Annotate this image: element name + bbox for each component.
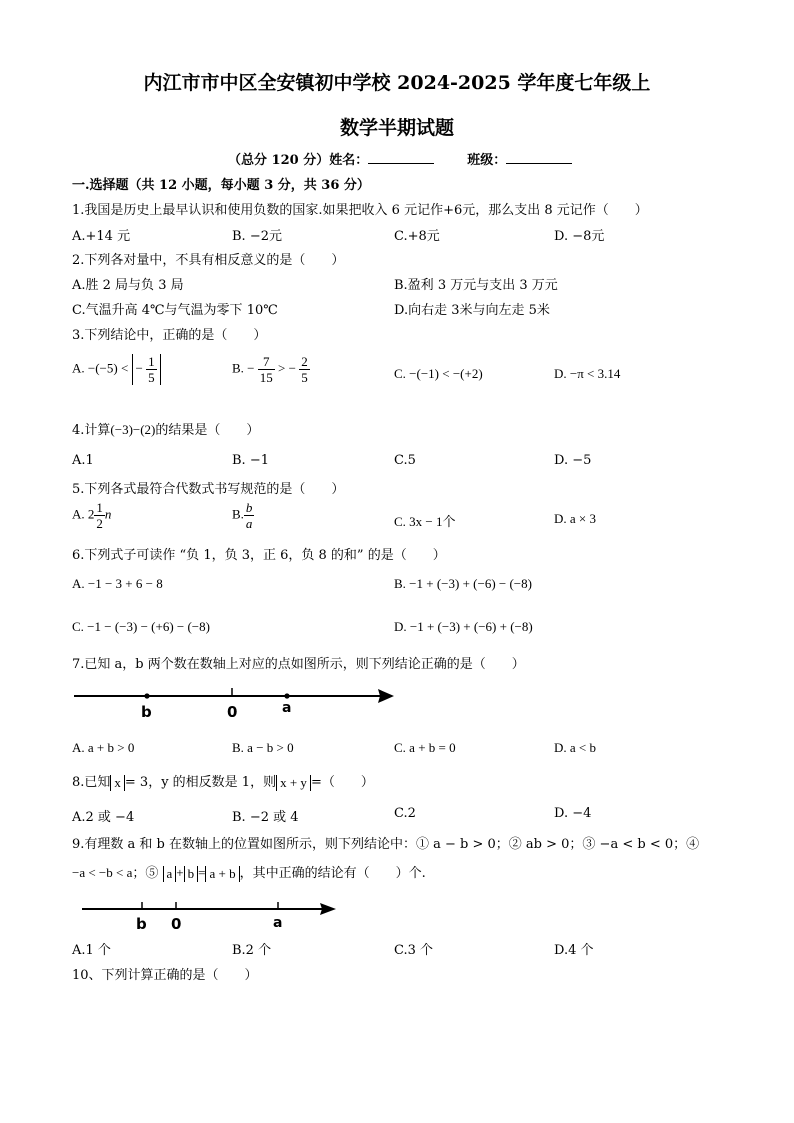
name-blank[interactable] — [368, 151, 434, 164]
q3-b-sign: − — [247, 360, 255, 376]
q9-number-line — [78, 898, 344, 934]
label-b: b — [136, 915, 147, 933]
label-0: 0 — [171, 915, 182, 933]
point-a — [284, 693, 289, 698]
number-line-arrow-icon — [378, 689, 394, 703]
q4-stem-suffix: 的结果是（ ） — [155, 423, 260, 438]
q6-option-a: A. −1 − 3 + 6 − 8 — [72, 576, 163, 591]
q1-stem: 1.我国是历史上最早认识和使用负数的国家.如果把收入 6 元记作+6元，那么支出 8 元记作（ ） — [72, 203, 648, 218]
q9-plus: + — [176, 865, 184, 880]
q3-option-a — [72, 354, 161, 385]
q4-expression: (−3)−(2) — [110, 422, 156, 437]
exam-title-line1: 内江市市中区全安镇初中学校 2024-2025 学年度七年级上 — [143, 72, 651, 94]
q7-option-a: A. a + b > 0 — [72, 740, 135, 755]
q3-option-b — [232, 354, 310, 385]
q8-abs-x: x — [110, 775, 125, 791]
q3-a-denominator: 5 — [148, 370, 155, 385]
q9-option-b: B.2 个 — [232, 943, 272, 958]
q3-b-den1: 15 — [259, 370, 273, 385]
q7-option-c: C. a + b = 0 — [394, 740, 456, 755]
q6-option-d: D. −1 + (−3) + (−6) + (−8) — [394, 619, 533, 634]
q5-b-fraction — [244, 500, 255, 531]
q9-abs-a-plus-b: a + b — [205, 866, 239, 882]
exam-title-line2: 数学半期试题 — [339, 117, 454, 139]
total-score-name-label: （总分 120 分）姓名： — [228, 153, 369, 168]
q6-option-b: B. −1 + (−3) + (−6) − (−8) — [394, 576, 532, 591]
q9-option-d: D.4 个 — [554, 943, 594, 958]
q3-b-den2: 5 — [301, 370, 308, 385]
q7-option-d: D. a < b — [554, 740, 596, 755]
q8-stem-prefix: 8.已知 — [72, 775, 111, 790]
label-a: a — [273, 915, 283, 931]
q9-stem-line2 — [72, 862, 426, 882]
label-a: a — [282, 700, 292, 716]
q3-b-fraction2 — [299, 354, 310, 385]
q3-b-num2: 2 — [301, 354, 308, 369]
q8-abs-xy: x + y — [276, 775, 311, 791]
q8-option-c: C.2 — [394, 806, 416, 821]
q2-option-d: D.向右走 3米与向左走 5米 — [394, 303, 550, 318]
q3-a-inner-sign: − — [135, 360, 143, 376]
q6-option-c: C. −1 − (−3) − (+6) − (−8) — [72, 619, 210, 634]
q3-stem: 3.下列结论中，正确的是（ ） — [72, 328, 267, 343]
q3-a-numerator: 1 — [148, 354, 155, 369]
q7-option-b: B. a − b > 0 — [232, 740, 294, 755]
q8-stem — [72, 771, 374, 791]
class-label: 班级： — [467, 153, 507, 168]
q6-stem: 6.下列式子可读作 “负 1，负 3，正 6，负 8 的和” 的是（ ） — [72, 548, 446, 563]
q5-a-fraction — [94, 500, 105, 531]
point-b — [144, 693, 149, 698]
q5-a-numerator: 1 — [96, 500, 103, 515]
q9-stem-prefix: −a < −b < a；⑤ — [72, 865, 159, 880]
label-b: b — [141, 703, 152, 721]
q4-stem — [72, 419, 259, 438]
q5-a-denominator: 2 — [96, 516, 103, 531]
q1-option-b: B. −2元 — [232, 229, 282, 244]
q1-option-a: A.+14 元 — [72, 229, 131, 244]
q1-option-c: C.+8元 — [394, 229, 440, 244]
label-0: 0 — [227, 703, 238, 721]
q5-b-denominator: a — [245, 516, 253, 531]
q4-option-a: A.1 — [72, 453, 94, 468]
q9-abs-a: a — [163, 866, 177, 882]
q3-a-prefix: A. — [72, 360, 85, 376]
q3-a-expr: −(−5) < — [87, 360, 129, 376]
q3-b-prefix: B. — [232, 360, 244, 376]
q5-stem: 5.下列各式最符合代数式书写规范的是（ ） — [72, 482, 345, 497]
q5-b-prefix: B. — [232, 506, 244, 522]
number-line-arrow-icon — [320, 903, 336, 915]
q8-option-b: B. −2 或 4 — [232, 810, 299, 825]
q7-stem: 7.已知 a，b 两个数在数轴上对应的点如图所示，则下列结论正确的是（ ） — [72, 657, 525, 672]
q9-stem-line1: 9.有理数 a 和 b 在数轴上的位置如图所示，则下列结论中：① a − b > 0；② ab > 0；③ −a < b < 0；④ — [72, 837, 700, 852]
q3-a-fraction — [146, 354, 157, 385]
q4-option-d: D. −5 — [554, 453, 592, 468]
q9-option-a: A.1 个 — [72, 943, 111, 958]
q5-option-b — [232, 500, 254, 531]
q9-option-c: C.3 个 — [394, 943, 434, 958]
q10-stem: 10、下列计算正确的是（ ） — [72, 968, 258, 983]
section-heading: 一.选择题（共 12 小题，每小题 3 分，共 36 分） — [72, 178, 370, 193]
q5-option-d: D. a × 3 — [554, 511, 596, 526]
q3-option-c: C. −(−1) < −(+2) — [394, 366, 483, 381]
q8-option-d: D. −4 — [554, 806, 592, 821]
q8-stem-suffix: =（ ） — [310, 775, 374, 790]
q2-option-a: A.胜 2 局与负 3 局 — [72, 278, 184, 293]
q2-stem: 2.下列各对量中，不具有相反意义的是（ ） — [72, 253, 345, 268]
q2-option-c: C.气温升高 4℃与气温为零下 10℃ — [72, 303, 278, 318]
q5-option-a — [72, 500, 111, 531]
q2-option-b: B.盈利 3 万元与支出 3 万元 — [394, 278, 558, 293]
q3-a-absolute — [132, 354, 161, 385]
q7-number-line — [70, 684, 400, 722]
exam-info-line — [228, 149, 572, 168]
q3-b-num1: 7 — [258, 354, 275, 370]
q4-stem-prefix: 4.计算 — [72, 423, 111, 438]
q8-stem-middle: = 3，y 的相反数是 1，则 — [124, 775, 277, 790]
q4-option-b: B. −1 — [232, 453, 269, 468]
q3-option-d: D. −π < 3.14 — [554, 366, 621, 381]
q3-b-fraction1 — [258, 354, 275, 385]
q1-option-d: D. −8元 — [554, 229, 605, 244]
q5-b-numerator: b — [245, 500, 253, 515]
q3-b-compare: > − — [278, 360, 296, 376]
q5-a-prefix: A. 2 — [72, 506, 95, 522]
q9-abs-b: b — [184, 866, 199, 882]
q8-option-a: A.2 或 −4 — [72, 810, 135, 825]
q9-equals: = — [198, 865, 206, 880]
q5-option-c: C. 3x − 1个 — [394, 514, 456, 529]
q5-a-variable: n — [104, 506, 112, 522]
q4-option-c: C.5 — [394, 453, 416, 468]
q9-stem-suffix: ，其中正确的结论有（ ）个. — [239, 866, 426, 881]
class-blank[interactable] — [506, 151, 572, 164]
